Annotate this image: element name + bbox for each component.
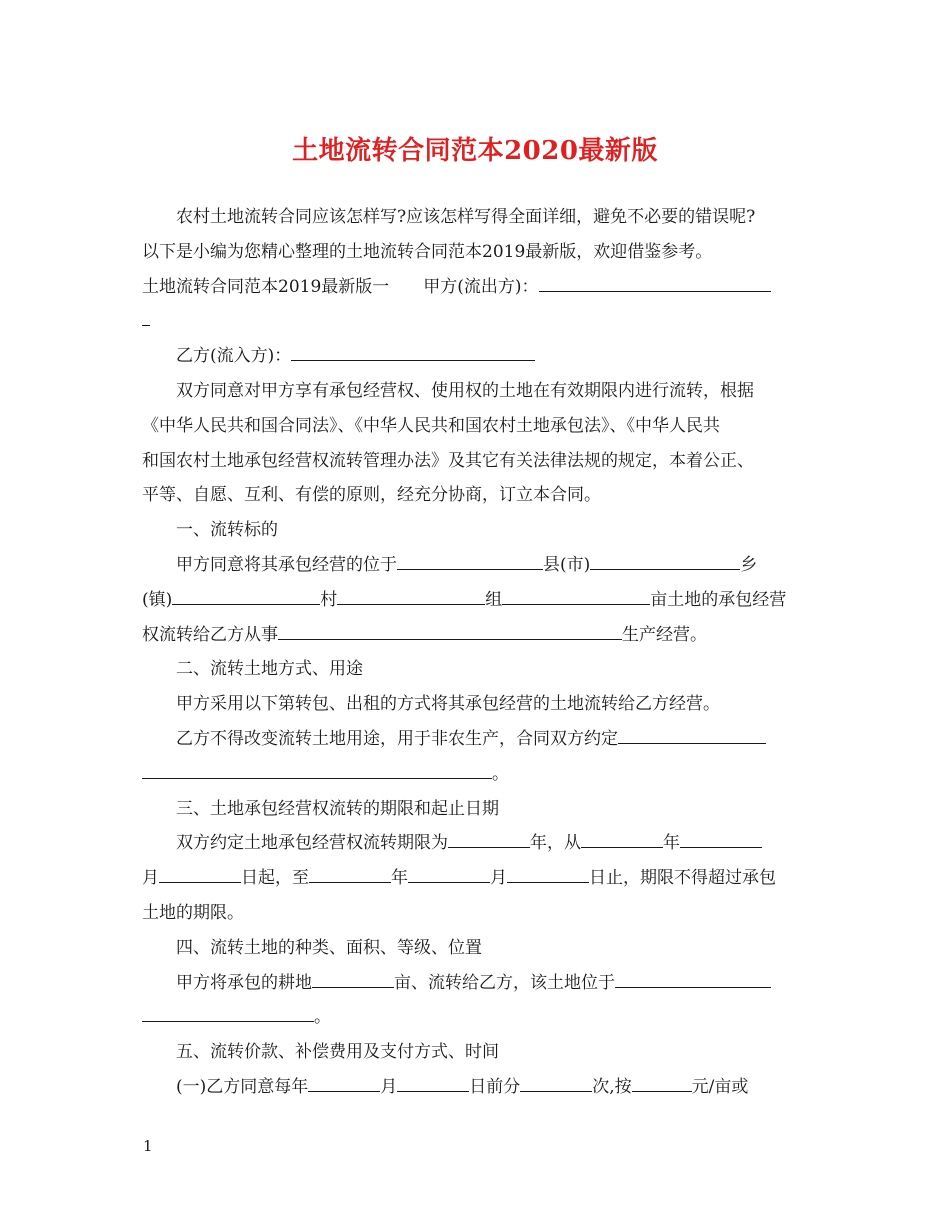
start-month-blank xyxy=(680,829,762,848)
area-blank xyxy=(502,586,650,605)
township-blank xyxy=(590,551,740,570)
section-2-line-2 xyxy=(142,722,812,757)
term-years-blank xyxy=(448,829,530,848)
s3-text: 日起，至 xyxy=(241,868,309,889)
s4-text: 甲方将承包的耕地 xyxy=(176,972,312,993)
s2-text: 甲方采用以下第转包、出租的方式将其承包经营的土地流转给乙方经营。 xyxy=(176,694,720,715)
section-5-line-1 xyxy=(142,1070,812,1105)
section-heading: 二、流转土地方式、用途 xyxy=(176,659,363,680)
pay-month-blank xyxy=(308,1073,380,1092)
preamble-line-2 xyxy=(142,409,812,444)
s3-text: 日止，期限不得超过承包 xyxy=(589,868,776,889)
intro-text: 农村土地流转合同应该怎样写?应该怎样写得全面详细，避免不必要的错误呢? xyxy=(176,207,756,227)
s1-text: 甲方同意将其承包经营的位于 xyxy=(176,554,397,575)
section-1-heading xyxy=(142,513,812,548)
s3-text: 月 xyxy=(142,868,159,889)
party-b-label: 乙方(流入方)： xyxy=(176,346,292,367)
section-1-line-3 xyxy=(142,618,812,653)
intro-line-1 xyxy=(142,200,812,235)
s4-text: 亩、流转给乙方，该土地位于 xyxy=(394,972,615,993)
party-a-blank-cont xyxy=(142,307,150,326)
preamble-text: 和国农村土地承包经营权流转管理办法》及其它有关法律法规的规定，本着公正、 xyxy=(142,450,754,471)
s5-text: (一)乙方同意每年 xyxy=(176,1076,309,1097)
end-day-blank xyxy=(507,864,589,883)
preamble-text: 平等、自愿、互利、有偿的原则，经充分协商，订立本合同。 xyxy=(142,485,601,506)
doc-name: 土地流转合同范本2019最新版一 xyxy=(142,276,390,297)
s1-text: 乡 xyxy=(740,554,758,575)
section-3-line-3 xyxy=(142,896,812,931)
s3-text: 土地的期限。 xyxy=(142,902,244,923)
s2-text: 。 xyxy=(492,763,509,784)
s1-text: 村 xyxy=(320,589,338,610)
section-3-heading xyxy=(142,792,812,827)
group-blank xyxy=(337,586,485,605)
document-title: 土地流转合同范本2020最新版 xyxy=(292,136,658,166)
party-a-label: 甲方(流出方)： xyxy=(423,276,539,297)
location-blank-cont xyxy=(142,1003,314,1022)
s1-text: 县(市) xyxy=(543,554,591,575)
agreement-blank-cont xyxy=(142,760,492,779)
section-1-line-1 xyxy=(142,548,812,583)
s5-text: 次,按 xyxy=(592,1076,632,1097)
pay-times-blank xyxy=(520,1073,592,1092)
section-4-line-1 xyxy=(142,966,812,1001)
agreement-blank xyxy=(618,725,766,744)
s1-text: 生产经营。 xyxy=(622,624,707,645)
end-month-blank xyxy=(408,864,490,883)
preamble-line-3 xyxy=(142,444,812,479)
section-2-heading xyxy=(142,652,812,687)
price-blank xyxy=(632,1073,692,1092)
preamble-line-1 xyxy=(142,374,812,409)
preamble-text: 双方同意对甲方享有承包经营权、使用权的土地在有效期限内进行流转，根据 xyxy=(176,380,754,401)
village-blank xyxy=(172,586,320,605)
s5-text: 月 xyxy=(380,1076,398,1097)
section-3-line-1 xyxy=(142,826,812,861)
section-4-line-2 xyxy=(142,1000,812,1035)
party-a-blank xyxy=(539,273,771,292)
section-2-line-1 xyxy=(142,687,812,722)
head-line xyxy=(142,270,812,305)
preamble-line-4 xyxy=(142,478,812,513)
s1-text: 组 xyxy=(485,589,503,610)
start-day-blank xyxy=(159,864,241,883)
preamble-text: 《中华人民共和国合同法》、《中华人民共和国农村土地承包法》、《中华人民共 xyxy=(142,415,720,436)
intro-text: 以下是小编为您精心整理的土地流转合同范本2019最新版，欢迎借鉴参考。 xyxy=(142,241,713,262)
section-4-heading xyxy=(142,931,812,966)
location-blank xyxy=(615,969,771,988)
farmland-area-blank xyxy=(312,969,394,988)
s5-text: 日前分 xyxy=(469,1076,521,1097)
section-heading: 五、流转价款、补偿费用及支付方式、时间 xyxy=(176,1042,499,1063)
s3-text: 月 xyxy=(490,868,507,889)
party-b-line xyxy=(142,339,812,374)
head-line-cont xyxy=(142,304,812,339)
s2-text: 乙方不得改变流转土地用途，用于非农生产，合同双方约定 xyxy=(176,728,618,749)
pay-day-blank xyxy=(397,1073,469,1092)
s3-text: 年，从 xyxy=(530,833,581,854)
end-year-blank xyxy=(309,864,391,883)
document-body xyxy=(142,200,812,1105)
s5-text: 元/亩或 xyxy=(691,1076,749,1097)
s3-text: 年 xyxy=(391,868,408,889)
start-year-blank xyxy=(581,829,663,848)
page-number: 1 xyxy=(143,1137,153,1155)
section-5-heading xyxy=(142,1035,812,1070)
business-blank xyxy=(278,621,622,640)
s1-text: (镇) xyxy=(142,589,173,610)
s3-text: 年 xyxy=(663,833,680,854)
s1-text: 权流转给乙方从事 xyxy=(142,624,278,645)
intro-line-2 xyxy=(142,235,812,270)
s4-text: 。 xyxy=(314,1007,331,1028)
section-2-line-3 xyxy=(142,757,812,792)
section-heading: 三、土地承包经营权流转的期限和起止日期 xyxy=(176,798,499,819)
s1-text: 亩土地的承包经营 xyxy=(650,589,787,610)
section-heading: 四、流转土地的种类、面积、等级、位置 xyxy=(176,937,482,958)
party-b-blank xyxy=(291,342,535,361)
s3-text: 双方约定土地承包经营权流转期限为 xyxy=(176,833,448,854)
section-heading: 一、流转标的 xyxy=(176,520,278,541)
section-1-line-2 xyxy=(142,583,812,618)
county-blank xyxy=(397,551,543,570)
section-3-line-2 xyxy=(142,861,812,896)
